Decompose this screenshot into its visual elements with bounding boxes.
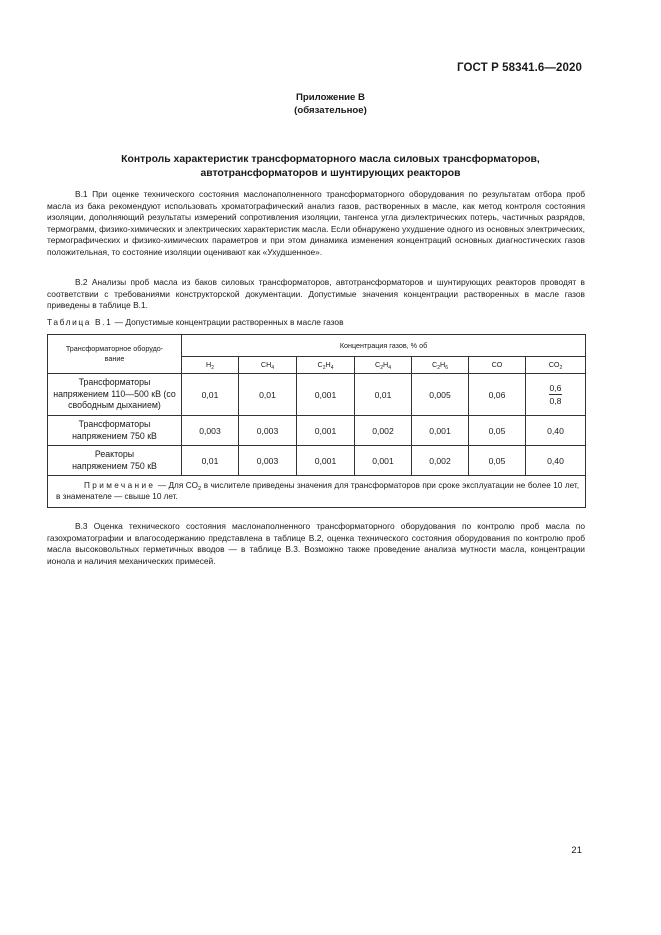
page-number: 21 [571, 845, 582, 856]
co2-fraction [549, 382, 563, 407]
table-row [48, 416, 586, 446]
table-cell: 0,003 [182, 416, 239, 446]
table-cell: 0,001 [297, 416, 355, 446]
row-label: Трансформаторы напряжением 110—500 кВ (со свободным дыханием) [48, 374, 182, 416]
section-title-line2: автотрансформаторов и шунтирующих реакторов [200, 167, 461, 179]
annex-status: (обязательное) [294, 104, 367, 116]
table-row [48, 446, 586, 476]
header-equipment: Трансформаторное оборудо-вание [48, 335, 182, 374]
header-gas-h2: $H_2$ [182, 357, 239, 374]
paragraph-b1: В.1 При оценке технического состояния маслонаполненного трансформаторного оборудования по результатам отбора проб масла из бака рекомендуют использовать хроматографический анализ газов, растворенных в масле, как метод контроля состояния изоляции, дополняющий результаты измерений сопротивления изоляции, тангенса угла диэлектрических потерь, частичных разрядов, термограмм, физико-химических и электрических характеристик масла. Если обнаружено ухудшение одного из основных электрических, термографических и физико-химических параметров и при этом динамика изменения концентраций основных диагностических газов положительная, то состояние изоляции оценивают как «Ухудшенное». [47, 189, 585, 257]
note-label: Примечание [84, 480, 156, 490]
header-gas-c2h4-b: $C_2H_4$ [355, 357, 412, 374]
header-gas-ch4: $CH_4$ [239, 357, 297, 374]
table-cell: 0,05 [469, 416, 526, 446]
table-cell: 0,003 [239, 446, 297, 476]
table-caption [47, 317, 344, 328]
paragraph-b3: В.3 Оценка технического состояния маслонаполненного трансформаторного оборудования по контролю проб масла по газохроматографии и влагосодержанию представлена в таблице В.2, оценка технического состояния оборудования по контролю проб масла высоковольтных герметичных вводов — в таблице В.3. Возможно также проведение анализа мутности масла, концентрации ионола и наличия механических примесей. [47, 521, 585, 566]
table-cell: 0,01 [239, 374, 297, 416]
table-cell: 0,01 [355, 374, 412, 416]
table-cell: 0,001 [355, 446, 412, 476]
header-gas-c2h4-a: $C_2H_4$ [297, 357, 355, 374]
table-cell: 0,003 [239, 416, 297, 446]
fraction-numerator: 0,6 [549, 383, 562, 393]
row-label: Реакторы напряжением 750 кВ [48, 446, 182, 476]
standard-code: ГОСТ Р 58341.6—2020 [457, 62, 582, 74]
annex-heading [0, 92, 661, 117]
table-cell: 0,005 [412, 374, 469, 416]
table-row [48, 374, 586, 416]
table-cell: 0,001 [297, 374, 355, 416]
gas-concentration-table [47, 334, 586, 508]
header-gas-co2: $CO_2$ [526, 357, 586, 374]
table-cell: 0,001 [412, 416, 469, 446]
table-caption-label: Таблица В.1 [47, 317, 113, 327]
table-caption-text: — Допустимые концентрации растворенных в масле газов [112, 317, 344, 327]
section-title-line1: Контроль характеристик трансформаторного масла силовых трансформаторов, [121, 154, 540, 165]
header-gas-c2h6: $C_2H_6$ [412, 357, 469, 374]
table-note-row [48, 476, 586, 508]
paragraph-b2: В.2 Анализы проб масла из баков силовых трансформаторов, автотрансформаторов и шунтирующих реакторов проводят в соответствии с требованиями конструкторской документации. Допустимые значения концентрации растворенных в масле газов приведены в таблице В.1. [47, 277, 585, 311]
table-cell: 0,002 [355, 416, 412, 446]
table-cell: 0,001 [297, 446, 355, 476]
row-label: Трансформаторы напряжением 750 кВ [48, 416, 182, 446]
table-cell: 0,01 [182, 446, 239, 476]
section-title [60, 153, 601, 180]
table-cell: 0,40 [526, 416, 586, 446]
annex-title: Приложение В [296, 92, 365, 103]
table-header-row [48, 335, 586, 357]
header-gas-co: CO [469, 357, 526, 374]
fraction-denominator: 0,8 [549, 396, 562, 406]
table-cell: 0,06 [469, 374, 526, 416]
table-cell: 0,05 [469, 446, 526, 476]
header-gas-concentration: Концентрация газов, % об [182, 335, 586, 357]
table-cell-fraction [526, 374, 586, 416]
table-cell: 0,01 [182, 374, 239, 416]
table-note: Примечание — Для $CO_2$ в числителе приведены значения для трансформаторов при сроке эксплуатации не более 10 лет, в знаменателе — свыше 10 лет. [48, 476, 586, 508]
table-cell: 0,002 [412, 446, 469, 476]
table-cell: 0,40 [526, 446, 586, 476]
